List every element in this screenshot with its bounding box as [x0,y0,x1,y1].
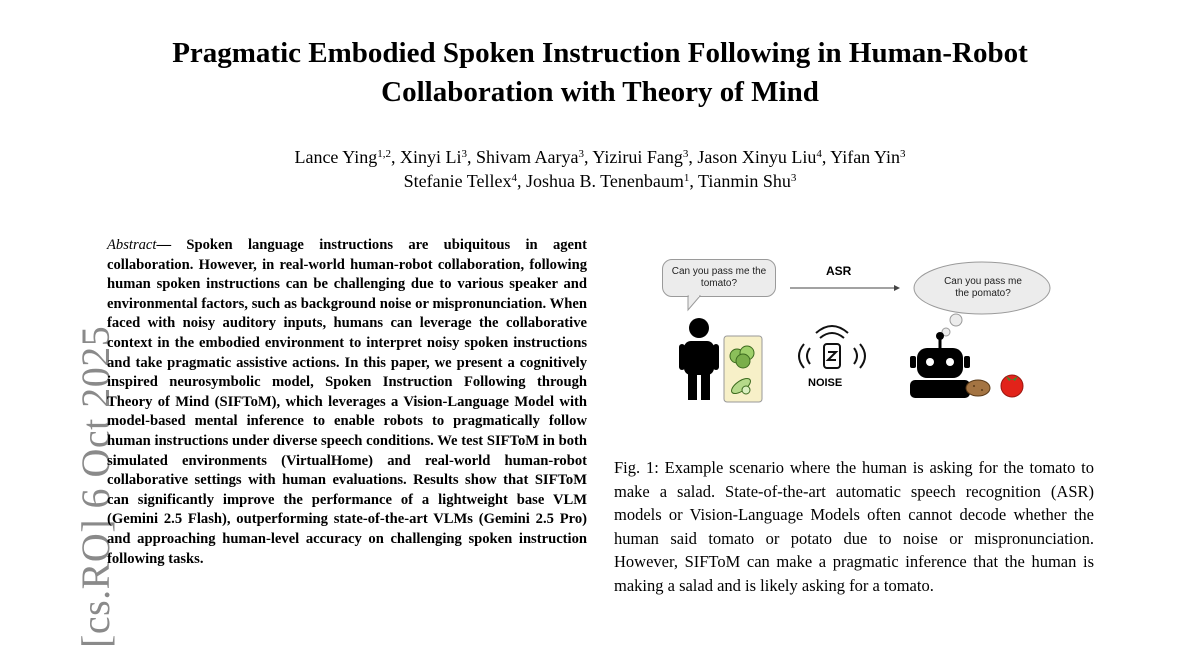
tomato-icon [1001,375,1023,397]
author-affiliation: 3 [578,148,584,160]
arxiv-identifier: [cs.RO] 6 Oct 2025 [73,325,118,648]
paper-title [100,34,1100,112]
author-separator: , [516,171,526,191]
author-affiliation: 4 [816,148,822,160]
author-name: Yifan Yin [830,147,901,167]
author-affiliation: 3 [682,148,689,160]
potato-icon [966,380,990,396]
abstract [107,236,587,569]
author-name: Xinyi Li [400,147,462,167]
author-name: Yizirui Fang [592,147,683,167]
robot-icon [910,332,970,398]
title-line-1: Pragmatic Embodied Spoken Instruction Following in Human-Robot [172,37,1028,69]
human-icon [679,318,719,400]
abstract-dash: — [156,237,187,253]
author-name: Stefanie Tellex [403,171,512,191]
figure-1 [642,240,1072,440]
author-separator: , [689,171,699,191]
author-list [100,145,1100,193]
author-affiliation: 4 [511,172,517,184]
noise-icon [799,326,865,368]
author-name: Lance Ying [294,147,378,167]
author-separator: , [821,147,831,167]
author-line-2 [100,169,1100,193]
author-separator: , [584,147,593,167]
author-affiliation: 3 [790,172,797,184]
author-separator: , [467,147,477,167]
author-separator: , [391,147,401,167]
author-name: Tianmin Shu [698,171,791,191]
author-name: Jason Xinyu Liu [697,147,817,167]
title-line-2: Collaboration with Theory of Mind [381,76,819,108]
author-separator: , [688,147,698,167]
asr-arrow [790,285,900,291]
author-name: Shivam Aarya [476,147,579,167]
figure-caption: Fig. 1: Example scenario where the human is asking for the tomato to make a salad. State-of-the-art automatic speech recognition (ASR) models or Vision-Language Models often cannot decode whether the human said tomato or potato due to noise or mispronunciation. However, SIFToM can make a pragmatic inference that the human is making a salad and is likely asking for a tomato. [614,458,1094,595]
human-bubble-text: Can you pass me the tomato? [671,266,767,289]
figure-graphics [642,240,1072,440]
author-affiliation: 1 [683,172,690,184]
abstract-text: Spoken language instructions are ubiquitous in agent collaboration. However, in real-world human-robot collaboration, following human spoken instructions can be challenging due to various speaker and environmental factors, such as background noise or mispronunciation. When faced with noisy auditory inputs, humans can leverage the collaborative context in the embodied environment to interpret noisy spoken instructions and take pragmatic assistive actions. In this paper, we present a cognitively inspired neurosymbolic model, Spoken Instruction Following through Theory of Mind (SIFToM), which leverages a Vision-Language Model with model-based mental inference to enable robots to pragmatically follow human instructions under diverse speech conditions. We test SIFToM in both simulated environments (VirtualHome) and real-world human-robot collaborative settings with human evaluations. Results show that SIFToM can significantly improve the performance of a lightweight base VLM (Gemini 2.5 Flash), outperforming state-of-the-art VLMs (Gemini 2.5 Pro) and approaching human-level accuracy on challenging spoken instruction following tasks. [107,237,587,567]
author-affiliation: 3 [461,148,468,160]
noise-label: NOISE [808,377,843,389]
author-affiliation: 1,2 [377,148,392,160]
author-line-1 [100,145,1100,169]
asr-label: ASR [826,264,852,278]
author-name: Joshua B. Tenenbaum [525,171,684,191]
author-affiliation: 3 [900,148,906,160]
abstract-label: Abstract [107,237,157,253]
robot-bubble-text: Can you pass me the pomato? [944,276,1022,299]
